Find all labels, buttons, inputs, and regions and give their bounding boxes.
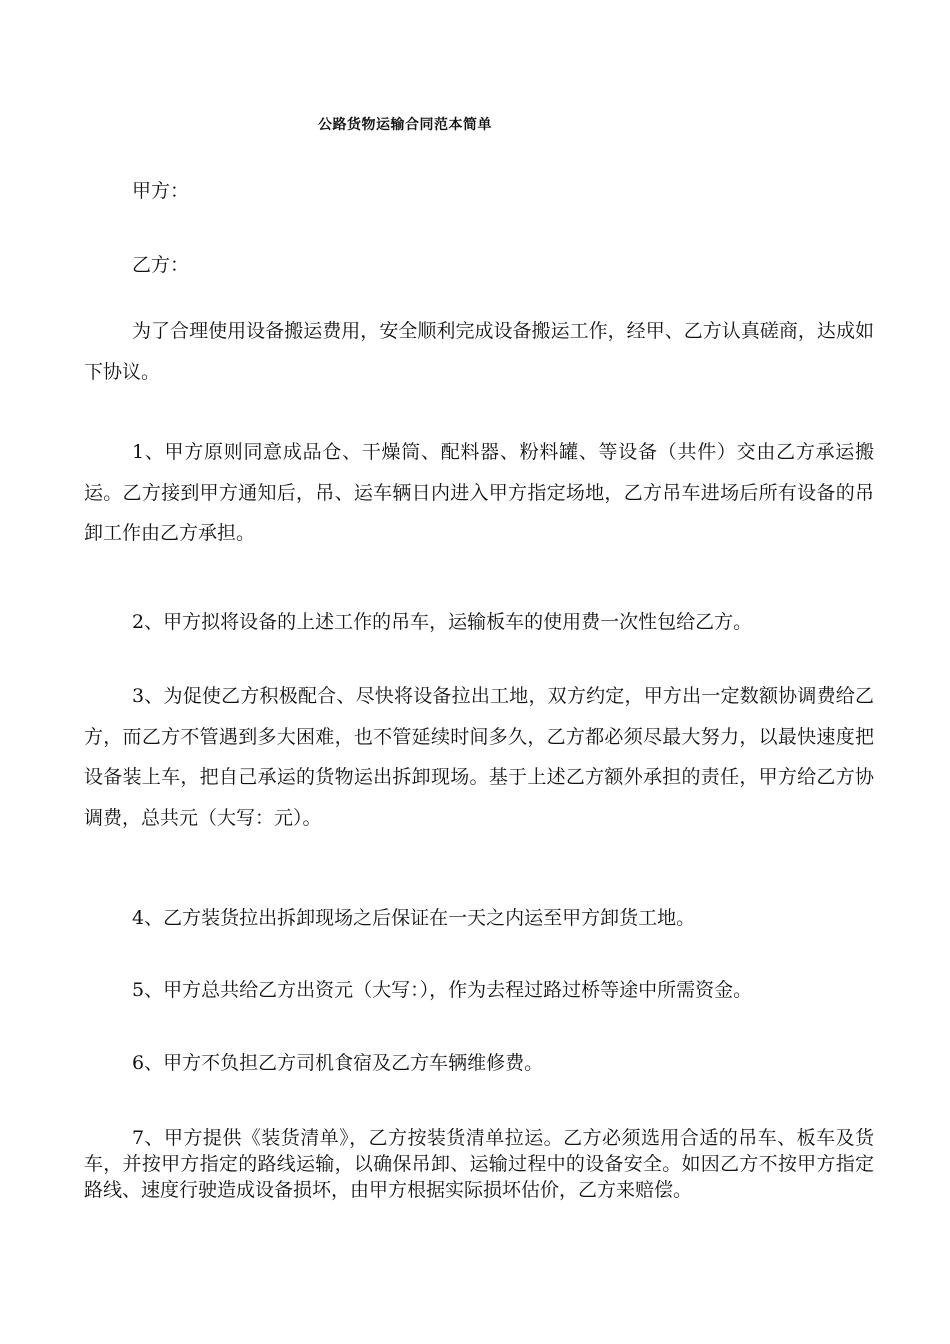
clause-3: 3、为促使乙方积极配合、尽快将设备拉出工地，双方约定，甲方出一定数额协调费给乙方，而乙方不管遇到多大困难，也不管延续时间多久，乙方都必须尽最大努力，以最快速度把设备装上车，把自己承运的货物运出拆卸现场。基于上述乙方额外承担的责任，甲方给乙方协调费，总共元（大写：元）。 [84, 685, 874, 829]
clause-4: 4、乙方装货拉出拆卸现场之后保证在一天之内运至甲方卸货工地。 [132, 907, 696, 929]
party-a-label: 甲方： [132, 180, 190, 202]
clause-7: 7、甲方提供《装货清单》，乙方按装货清单拉运。乙方必须选用合适的吊车、板车及货车，并按甲方指定的路线运输，以确保吊卸、运输过程中的设备安全。如因乙方不按甲方指定路线、速度行驶造成设备损坏，由甲方根据实际损坏估价，乙方来赔偿。 [84, 1127, 874, 1201]
clause-1: 1、甲方原则同意成品仓、干燥筒、配料器、粉料罐、等设备（共件）交由乙方承运搬运。乙方接到甲方通知后，吊、运车辆日内进入甲方指定场地，乙方吊车进场后所有设备的吊卸工作由乙方承担。 [84, 441, 874, 544]
document-title: 公路货物运输合同范本简单 [318, 117, 492, 133]
party-b-label: 乙方： [132, 254, 190, 276]
clause-5: 5、甲方总共给乙方出资元（大写：），作为去程过路过桥等途中所需资金。 [132, 979, 753, 1001]
intro-paragraph: 为了合理使用设备搬运费用，安全顺利完成设备搬运工作，经甲、乙方认真磋商，达成如下协议。 [84, 320, 874, 383]
clause-6: 6、甲方不负担乙方司机食宿及乙方车辆维修费。 [132, 1052, 544, 1074]
clause-2: 2、甲方拟将设备的上述工作的吊车，运输板车的使用费一次性包给乙方。 [132, 611, 753, 633]
